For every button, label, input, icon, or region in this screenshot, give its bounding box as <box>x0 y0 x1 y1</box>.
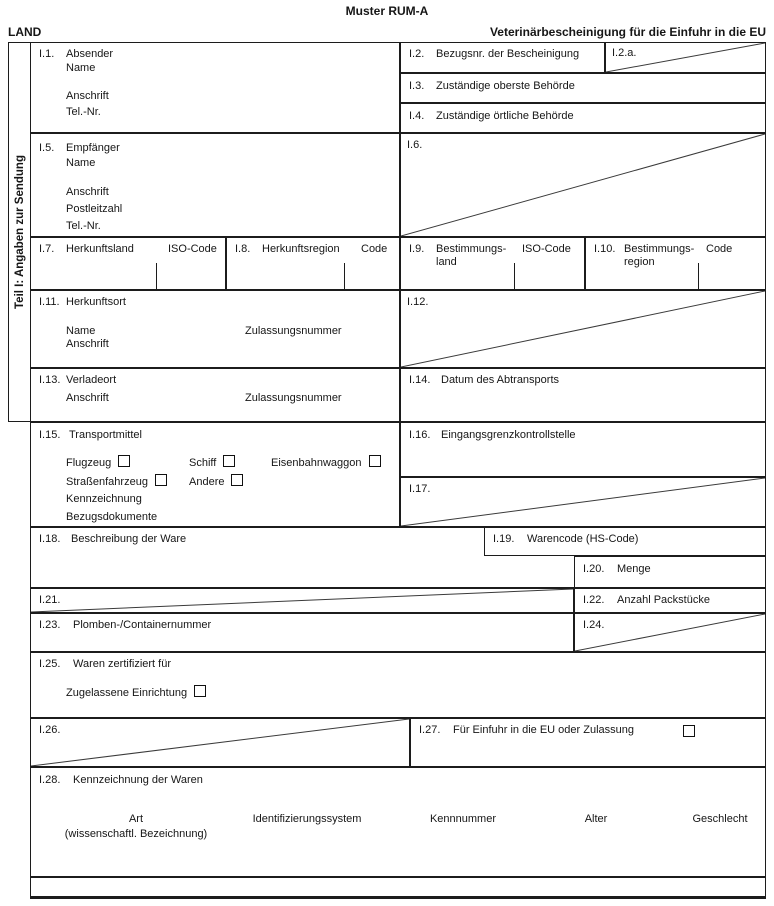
diagonal-strikethrough <box>31 589 573 612</box>
field-i13-number: I.13. <box>39 374 61 386</box>
field-i10-title-line1: Bestimmungs- <box>624 243 695 255</box>
diagonal-strikethrough <box>401 478 765 526</box>
field-i5-tel-label: Tel.-Nr. <box>66 220 101 232</box>
checkbox-ship[interactable] <box>223 455 235 467</box>
field-i19-title: Warencode (HS-Code) <box>527 533 639 545</box>
field-i4-number: I.4. <box>409 110 425 122</box>
field-i15-identification-label: Kennzeichnung <box>66 493 142 505</box>
field-i14-title: Datum des Abtransports <box>441 374 560 386</box>
field-i16-title: Eingangsgrenzkontrollstelle <box>441 429 576 441</box>
field-i22-title: Anzahl Packstücke <box>617 594 710 606</box>
field-i10-code-label: Code <box>706 243 733 255</box>
option-road-vehicle-label: Straßenfahrzeug <box>66 476 148 488</box>
field-i5-number: I.5. <box>39 142 55 154</box>
field-i10-title-line2: region <box>624 256 655 268</box>
field-i8-region-of-origin <box>226 237 400 290</box>
field-i2-certificate-reference <box>400 42 605 73</box>
field-i4-title: Zuständige örtliche Behörde <box>436 110 574 122</box>
checkbox-road-vehicle[interactable] <box>155 474 167 486</box>
field-i15-means-of-transport <box>30 422 400 527</box>
field-i23-title: Plomben-/Containernummer <box>73 619 212 631</box>
field-i3-central-authority <box>400 73 766 103</box>
field-i1-address-label: Anschrift <box>66 90 109 102</box>
bottom-empty-strip <box>30 877 766 899</box>
field-i27-number: I.27. <box>419 724 441 736</box>
field-i2-number: I.2. <box>409 48 425 60</box>
field-i11-approval-number-label: Zulassungsnummer <box>245 325 342 337</box>
field-i1-title: Absender <box>66 48 114 60</box>
field-i13-address-label: Anschrift <box>66 392 109 404</box>
field-i21-number: I.21. <box>39 594 61 606</box>
field-i24-number: I.24. <box>583 619 605 631</box>
field-i28-title: Kennzeichnung der Waren <box>73 774 203 786</box>
field-i2-title: Bezugsnr. der Bescheinigung <box>436 48 580 60</box>
field-i5-name-label: Name <box>66 157 96 169</box>
field-i19-number: I.19. <box>493 533 515 545</box>
country-label: LAND <box>8 25 42 39</box>
field-i18-title: Beschreibung der Ware <box>71 533 187 545</box>
field-i25-number: I.25. <box>39 658 61 670</box>
field-i3-number: I.3. <box>409 80 425 92</box>
code-column-divider <box>698 263 699 289</box>
field-i7-country-of-origin <box>30 237 226 290</box>
field-i16-number: I.16. <box>409 429 431 441</box>
field-i15-number: I.15. <box>39 429 61 441</box>
field-i4-local-authority <box>400 103 766 133</box>
column-header-age: Alter <box>584 813 608 825</box>
diagonal-strikethrough <box>401 134 765 236</box>
field-i20-title: Menge <box>617 563 651 575</box>
option-aeroplane <box>66 455 130 470</box>
field-i8-code-label: Code <box>361 243 388 255</box>
field-i11-name-label: Name <box>66 325 96 337</box>
field-i2a-number: I.2.a. <box>612 47 637 59</box>
form-code-title: Muster RUM-A <box>345 4 429 18</box>
option-other <box>189 474 243 489</box>
field-i1-name-label: Name <box>66 62 96 74</box>
field-i5-postcode-label: Postleitzahl <box>66 203 123 215</box>
field-i7-iso-code-label: ISO-Code <box>168 243 217 255</box>
code-column-divider <box>514 263 515 289</box>
field-i3-title: Zuständige oberste Behörde <box>436 80 575 92</box>
field-i5-title: Empfänger <box>66 142 120 154</box>
field-i13-title: Verladeort <box>66 374 117 386</box>
field-i14-date-of-departure <box>400 368 766 422</box>
field-i15-references-label: Bezugsdokumente <box>66 511 158 523</box>
option-railway-wagon <box>271 455 381 470</box>
field-i7-number: I.7. <box>39 243 55 255</box>
checkbox-approved-body[interactable] <box>194 685 206 697</box>
field-i8-number: I.8. <box>235 243 251 255</box>
field-i6-number: I.6. <box>407 139 423 151</box>
code-column-divider <box>344 263 345 289</box>
part1-sidebar <box>8 42 31 422</box>
field-i22-number-of-packages <box>574 588 766 613</box>
checkbox-import-or-admission[interactable] <box>683 725 695 737</box>
option-approved-body <box>66 685 206 700</box>
code-column-divider <box>156 263 157 289</box>
field-i23-number: I.23. <box>39 619 61 631</box>
field-i5-consignee <box>30 133 400 237</box>
field-i5-address-label: Anschrift <box>66 186 109 198</box>
column-header-sex: Geschlecht <box>692 813 748 825</box>
diagonal-strikethrough <box>575 614 765 651</box>
field-i9-country-of-destination <box>400 237 585 290</box>
field-i9-title-line1: Bestimmungs- <box>436 243 507 255</box>
field-i16-entry-bip <box>400 422 766 477</box>
field-i12 <box>400 290 766 368</box>
diagonal-strikethrough <box>401 291 765 367</box>
option-ship-label: Schiff <box>189 457 217 469</box>
column-header-species-line2: (wissenschaftl. Bezeichnung) <box>64 828 208 840</box>
checkbox-railway-wagon[interactable] <box>369 455 381 467</box>
option-railway-wagon-label: Eisenbahnwaggon <box>271 457 362 469</box>
field-i11-number: I.11. <box>39 296 60 308</box>
field-i11-place-of-origin <box>30 290 400 368</box>
field-i18-number: I.18. <box>39 533 61 545</box>
field-i12-number: I.12. <box>407 296 429 308</box>
field-i8-title: Herkunftsregion <box>262 243 340 255</box>
field-i19-commodity-code <box>484 527 766 556</box>
field-i17 <box>400 477 766 527</box>
field-i20-quantity <box>574 556 766 588</box>
field-i11-address-label: Anschrift <box>66 338 109 350</box>
field-i2a <box>605 42 766 73</box>
field-i28-number: I.28. <box>39 774 61 786</box>
diagonal-strikethrough <box>31 719 409 766</box>
certificate-title: Veterinärbescheinigung für die Einfuhr in die EU <box>489 25 766 39</box>
column-header-identification-number: Kennnummer <box>429 813 497 825</box>
field-i26 <box>30 718 410 767</box>
field-i1-tel-label: Tel.-Nr. <box>66 106 101 118</box>
field-i24 <box>574 613 766 652</box>
field-i20-number: I.20. <box>583 563 605 575</box>
option-aeroplane-label: Flugzeug <box>66 457 112 469</box>
field-i22-number: I.22. <box>583 594 605 606</box>
field-i6 <box>400 133 766 237</box>
field-i23-seal-container-number <box>30 613 574 652</box>
option-road-vehicle <box>66 474 167 489</box>
field-i28-identification-of-commodities <box>30 767 766 877</box>
field-i25-commodities-certified-for <box>30 652 766 718</box>
field-i11-title: Herkunftsort <box>66 296 126 308</box>
field-i26-number: I.26. <box>39 724 61 736</box>
column-header-species <box>36 812 236 842</box>
field-i15-title: Transportmittel <box>69 429 142 441</box>
field-i25-title: Waren zertifiziert für <box>73 658 172 670</box>
field-i27-title: Für Einfuhr in die EU oder Zulassung <box>453 724 634 736</box>
field-i9-number: I.9. <box>409 243 425 255</box>
option-approved-body-label: Zugelassene Einrichtung <box>66 687 188 699</box>
field-i17-number: I.17. <box>409 483 431 495</box>
field-i1-consignor <box>30 42 400 133</box>
part1-sidebar-label: Teil I: Angaben zur Sendung <box>13 155 26 309</box>
field-i27-for-import-or-admission <box>410 718 766 767</box>
field-i7-title: Herkunftsland <box>66 243 134 255</box>
diagonal-strikethrough <box>606 43 765 72</box>
option-other-label: Andere <box>189 476 225 488</box>
field-i14-number: I.14. <box>409 374 431 386</box>
field-i13-approval-number-label: Zulassungsnummer <box>245 392 342 404</box>
field-i10-region-of-destination <box>585 237 766 290</box>
field-i9-iso-code-label: ISO-Code <box>522 243 571 255</box>
field-i21 <box>30 588 574 613</box>
field-i10-number: I.10. <box>594 243 616 255</box>
field-i1-number: I.1. <box>39 48 55 60</box>
option-ship <box>189 455 235 470</box>
field-i9-title-line2: land <box>436 256 457 268</box>
field-i13-place-of-loading <box>30 368 400 422</box>
checkbox-aeroplane[interactable] <box>118 455 130 467</box>
column-header-identification-system: Identifizierungssystem <box>252 813 362 825</box>
checkbox-other[interactable] <box>231 474 243 486</box>
column-header-species-line1: Art <box>128 813 144 825</box>
